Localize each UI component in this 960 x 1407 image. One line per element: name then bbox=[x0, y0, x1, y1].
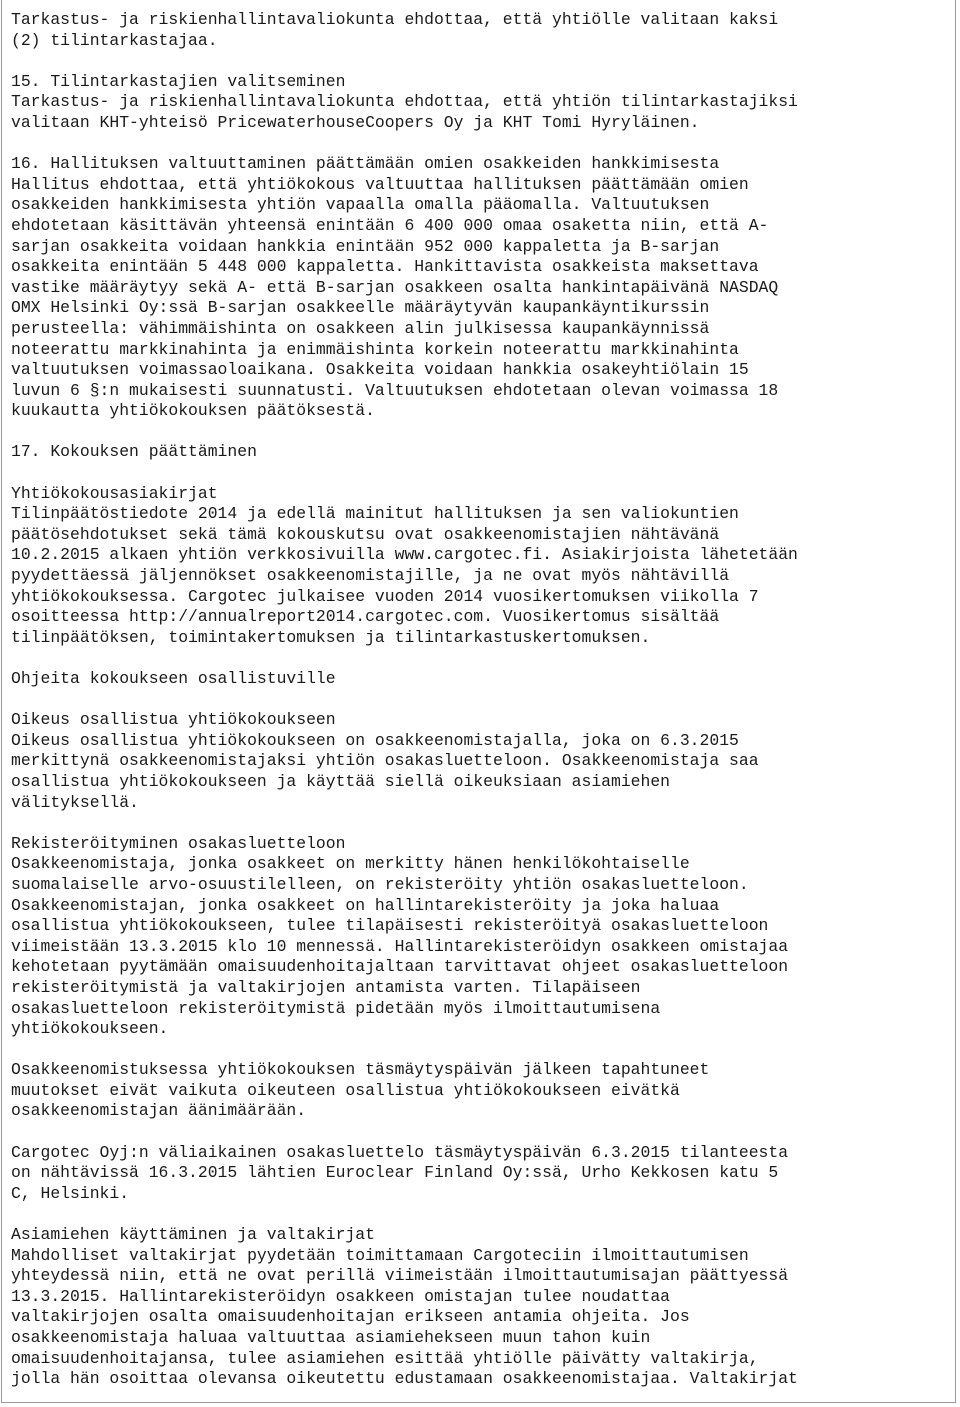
text-line: 17. Kokouksen päättäminen bbox=[11, 442, 257, 462]
text-line: suomalaiselle arvo-osuustilelleen, on rekisteröity yhtiön osakasluetteloon. bbox=[11, 874, 749, 894]
text-line: Tarkastus- ja riskienhallintavaliokunta ehdottaa, että yhtiön tilintarkastajiksi bbox=[11, 92, 798, 112]
text-line: viimeistään 13.3.2015 klo 10 mennessä. Hallintarekisteröidyn osakkeen omistajaa bbox=[11, 936, 789, 956]
text-line: Mahdolliset valtakirjat pyydetään toimittamaan Cargoteciin ilmoittautumisen bbox=[11, 1245, 749, 1265]
blank-line bbox=[11, 648, 941, 669]
text-line: Osakkeenomistajan, jonka osakkeet on hallintarekisteröity ja joka haluaa bbox=[11, 895, 720, 915]
text-line: muutokset eivät vaikuta oikeuteen osallistua yhtiökokoukseen eivätkä bbox=[11, 1080, 680, 1100]
text-line: kuukautta yhtiökokouksen päätöksestä. bbox=[11, 401, 375, 421]
blank-line bbox=[11, 51, 941, 72]
text-line: ehdotetaan käsittävän yhteensä enintään 6 400 000 omaa osaketta niin, että A- bbox=[11, 215, 769, 235]
text-line: rekisteröitymistä ja valtakirjojen antamista varten. Tilapäiseen bbox=[11, 977, 641, 997]
text-line: (2) tilintarkastajaa. bbox=[11, 30, 218, 50]
blank-line bbox=[11, 422, 941, 443]
text-line: merkittynä osakkeenomistajaksi yhtiön osakasluetteloon. Osakkeenomistaja saa bbox=[11, 751, 759, 771]
text-line: Tarkastus- ja riskienhallintavaliokunta ehdottaa, että yhtiölle valitaan kaksi bbox=[11, 10, 779, 29]
text-line: Asiamiehen käyttäminen ja valtakirjat bbox=[11, 1225, 375, 1245]
text-line: yhtiökokouksessa. Cargotec julkaisee vuoden 2014 vuosikertomuksen viikolla 7 bbox=[11, 586, 759, 606]
blank-line bbox=[11, 134, 941, 155]
text-line: osakkeenomistaja haluaa valtuuttaa asiamiehekseen muun tahon kuin bbox=[11, 1328, 651, 1347]
text-line: Ohjeita kokoukseen osallistuville bbox=[11, 669, 336, 688]
text-line: yhtiökokoukseen. bbox=[11, 1019, 169, 1039]
text-line: osoitteessa http://annualreport2014.cargotec.com. Vuosikertomus sisältää bbox=[11, 607, 720, 627]
blank-line bbox=[11, 1122, 941, 1143]
text-line: Yhtiökokousasiakirjat bbox=[11, 483, 218, 503]
blank-line bbox=[11, 1040, 941, 1061]
blank-line bbox=[11, 690, 941, 711]
text-line: vastike määräytyy sekä A- että B-sarjan osakkeen osalta hankintapäivänä NASDAQ bbox=[11, 277, 779, 297]
text-line: sarjan osakkeita voidaan hankkia enintään 952 000 kappaletta ja B-sarjan bbox=[11, 236, 720, 256]
document-body bbox=[11, 10, 941, 1390]
text-line: päätösehdotukset sekä tämä kokouskutsu ovat osakkeenomistajien nähtävänä bbox=[11, 524, 720, 544]
text-line: C, Helsinki. bbox=[11, 1183, 130, 1203]
text-line: osakkeita enintään 5 448 000 kappaletta. Hankittavista osakkeista maksettava bbox=[11, 257, 759, 277]
text-line: yhteydessä niin, että ne ovat perillä viimeistään ilmoittautumisajan päättyessä bbox=[11, 1266, 789, 1286]
text-line: luvun 6 §:n mukaisesti suunnatusti. Valtuutuksen ehdotetaan olevan voimassa 18 bbox=[11, 380, 779, 400]
text-line: omaisuudenhoitajansa, tulee asiamiehen esittää yhtiölle päivätty valtakirja, bbox=[11, 1348, 759, 1368]
blank-line bbox=[11, 813, 941, 834]
text-line: Osakkeenomistaja, jonka osakkeet on merkitty hänen henkilökohtaiselle bbox=[11, 854, 690, 874]
text-line: perusteella: vähimmäishinta on osakkeen alin julkisessa kaupankäynnissä bbox=[11, 318, 710, 338]
text-line: Osakkeenomistuksessa yhtiökokouksen täsmäytyspäivän jälkeen tapahtuneet bbox=[11, 1060, 710, 1080]
text-line: välityksellä. bbox=[11, 792, 139, 812]
blank-line bbox=[11, 1204, 941, 1225]
text-line: Oikeus osallistua yhtiökokoukseen bbox=[11, 710, 336, 730]
text-line: 10.2.2015 alkaen yhtiön verkkosivuilla www.cargotec.fi. Asiakirjoista lähetetään bbox=[11, 545, 798, 565]
text-line: osallistua yhtiökokoukseen, tulee tilapäisesti rekisteröityä osakasluetteloon bbox=[11, 916, 769, 936]
text-line: 13.3.2015. Hallintarekisteröidyn osakkeen omistajan tulee noudattaa bbox=[11, 1286, 671, 1306]
text-line: jolla hän osoittaa olevansa oikeutettu edustamaan osakkeenomistajaa. Valtakirjat bbox=[11, 1369, 798, 1389]
text-line: OMX Helsinki Oy:ssä B-sarjan osakkeelle määräytyvän kaupankäyntikurssin bbox=[11, 298, 710, 318]
text-line: Rekisteröityminen osakasluetteloon bbox=[11, 833, 346, 853]
text-line: osakasluetteloon rekisteröitymistä pidetään myös ilmoittautumisena bbox=[11, 998, 661, 1018]
text-line: osallistua yhtiökokoukseen ja käyttää siellä oikeuksiaan asiamiehen bbox=[11, 771, 671, 791]
text-line: osakkeiden hankkimisesta yhtiön vapaalla omalla pääomalla. Valtuutuksen bbox=[11, 195, 710, 215]
text-line: valtakirjojen osalta omaisuudenhoitajan erikseen antamia ohjeita. Jos bbox=[11, 1307, 690, 1327]
text-line: kehotetaan pyytämään omaisuudenhoitajaltaan tarvittavat ohjeet osakasluetteloon bbox=[11, 957, 789, 977]
text-line: Hallitus ehdottaa, että yhtiökokous valtuuttaa hallituksen päättämään omien bbox=[11, 174, 749, 194]
text-line: Tilinpäätöstiedote 2014 ja edellä mainitut hallituksen ja sen valiokuntien bbox=[11, 504, 739, 524]
text-line: Oikeus osallistua yhtiökokoukseen on osakkeenomistajalla, joka on 6.3.2015 bbox=[11, 730, 739, 750]
text-line: tilinpäätöksen, toimintakertomuksen ja tilintarkastuskertomuksen. bbox=[11, 627, 651, 647]
text-line: valitaan KHT-yhteisö PricewaterhouseCoopers Oy ja KHT Tomi Hyryläinen. bbox=[11, 112, 700, 132]
text-line: 16. Hallituksen valtuuttaminen päättämään omien osakkeiden hankkimisesta bbox=[11, 154, 720, 174]
blank-line bbox=[11, 463, 941, 484]
text-line: pyydettäessä jäljennökset osakkeenomistajille, ja ne ovat myös nähtävillä bbox=[11, 566, 730, 586]
text-line: valtuutuksen voimassaoloaikana. Osakkeita voidaan hankkia osakeyhtiölain 15 bbox=[11, 360, 749, 380]
text-line: Cargotec Oyj:n väliaikainen osakasluettelo täsmäytyspäivän 6.3.2015 tilanteesta bbox=[11, 1142, 789, 1162]
text-line: on nähtävissä 16.3.2015 lähtien Euroclear Finland Oy:ssä, Urho Kekkosen katu 5 bbox=[11, 1163, 779, 1183]
text-line: noteerattu markkinahinta ja enimmäishinta korkein noteerattu markkinahinta bbox=[11, 339, 739, 359]
text-line: 15. Tilintarkastajien valitseminen bbox=[11, 71, 346, 91]
text-line: osakkeenomistajan äänimäärään. bbox=[11, 1101, 307, 1121]
